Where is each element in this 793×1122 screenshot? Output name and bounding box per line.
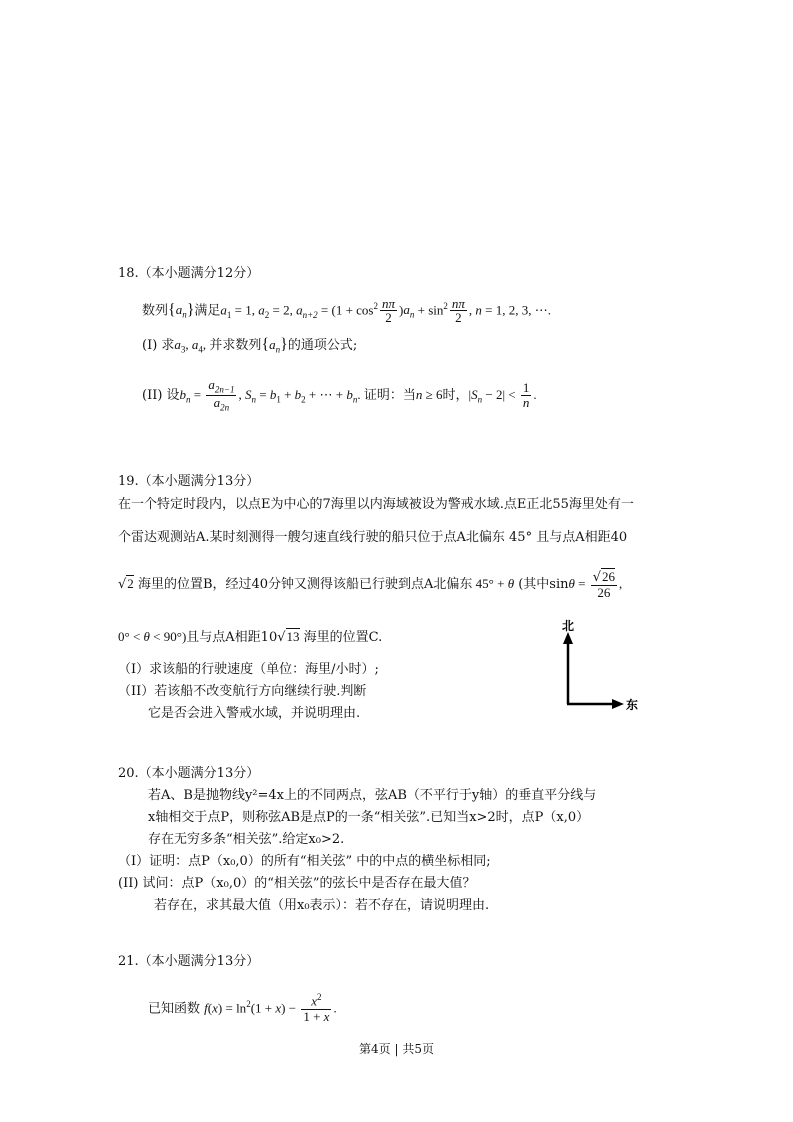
q18-statement: 数列$\{a_n\}$满足$a_1 = 1$, $a_2 = 2$, $a_{n+2} = (1 + \cos^2$ $\frac{n\pi}{2}$ )$a_n + \sin^2$ $\frac{n\pi}{2}$ , n = 1, 2, 3, ⋯.	[142, 295, 551, 326]
q20-para1: 若A、B是抛物线y²=4x上的不同两点，弦AB（不平行于y轴）的垂直平分线与	[148, 788, 597, 803]
q19-para4: 0° < θ < 90°)且与点A相距10√13 海里的位置C.	[118, 629, 383, 645]
page-footer: 第4页 | 共5页	[359, 1042, 434, 1056]
q19-para3: √2 海里的位置B，经过40分钟又测得该船已行驶到点A北偏东 45° + θ (其中sinθ = $\frac{√26}{26}$ ,	[118, 568, 623, 600]
q20-para2: x轴相交于点P，则称弦AB是点P的一条“相关弦”.已知当x>2时，点P（x,0）	[148, 810, 590, 825]
q18-header: 18.（本小题满分12分）	[118, 266, 260, 281]
q18-mid: 满足	[194, 303, 221, 319]
q18-part2-c: 时，	[442, 388, 469, 403]
north-label: 北	[562, 619, 575, 633]
q20-sub2b: 若存在，求其最大值（用x₀表示）：若不存在，请说明理由.	[154, 898, 490, 913]
compass-diagram	[556, 618, 646, 718]
q19-para2: 个雷达观测站A.某时刻测得一艘匀速直线行驶的船只位于点A北偏东 45° 且与点A相距40	[118, 530, 628, 545]
q18-part2-b: 证明：当	[363, 388, 416, 403]
east-arrow-icon	[612, 699, 624, 709]
q19-para1: 在一个特定时段内，以点E为中心的7海里以内海域被设为警戒水域.点E正北55海里处有一	[118, 497, 634, 512]
q18-part2-a: (II) 设	[142, 388, 180, 403]
q19-para4-b: 海里的位置C.	[303, 630, 383, 645]
q20-para3: 存在无穷多条“相关弦”.给定x₀>2.	[148, 832, 345, 847]
q21-header: 21.（本小题满分13分）	[118, 954, 260, 969]
q19-para4-a: 且与点A相距10	[186, 630, 278, 645]
q18-part1-b: 并求数列	[209, 338, 262, 353]
q21-function: 已知函数 $f(x) = \ln^2(1 + x)$ − $\frac{x^2}{1 + x}$ .	[148, 992, 337, 1024]
q19-para3-b: (其中sin	[518, 577, 569, 592]
q21-intro: 已知函数	[148, 1001, 201, 1017]
q19-sub2a: （II）若该船不改变航行方向继续行驶.判断	[118, 684, 367, 699]
q19-para3-a: 海里的位置B，经过40分钟又测得该船已行驶到点A北偏东	[137, 577, 473, 592]
q18-prefix: 数列	[142, 303, 169, 319]
q18-part1: (I) 求$a_3$, $a_4$, 并求数列$\{a_n\}$的通项公式;	[142, 336, 358, 355]
q20-sub1: （I）证明：点P（x₀,0）的所有“相关弦” 中的中点的横坐标相同;	[118, 854, 491, 869]
q20-header: 20.（本小题满分13分）	[118, 766, 260, 781]
q18-part1-a: (I) 求	[142, 338, 175, 353]
q19-header: 19.（本小题满分13分）	[118, 474, 260, 489]
q20-sub2a: (II) 试问：点P（x₀,0）的“相关弦”的弦长中是否存在最大值？	[118, 876, 476, 891]
east-label: 东	[626, 698, 639, 712]
q19-sub2b: 它是否会进入警戒水域，并说明理由.	[148, 706, 361, 721]
q19-sub1: （I）求该船的行驶速度（单位：海里/小时）;	[118, 662, 379, 677]
q18-part2: (II) 设$b_n$ = $\frac{a_{2n-1}}{a_{2n}}$ , $S_n = b_1 + b_2$ + ⋯ + $b_n$. 证明：当n ≥ 6时，$|S_n - 2|$ < $\frac{1}{n}$ .	[142, 376, 537, 413]
north-arrow-icon	[563, 632, 573, 644]
q18-part1-c: 的通项公式;	[287, 338, 358, 353]
